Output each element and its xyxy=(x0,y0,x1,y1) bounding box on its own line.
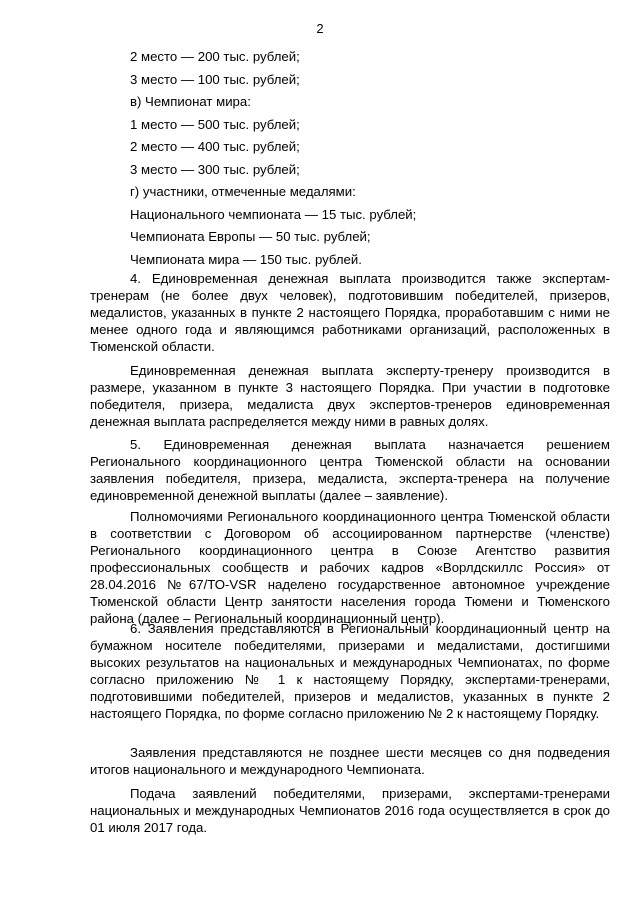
list-item: 3 место — 100 тыс. рублей; xyxy=(130,71,300,87)
list-item: 2 место — 200 тыс. рублей; xyxy=(130,49,300,64)
paragraph-5: 5. Единовременная денежная выплата назначается решением Регионального координационного центра Тюменской области на основании заявления победителя, призера, медалиста, эксперта-тренера на получение единовременной денежной выплаты (далее – заявление). xyxy=(90,437,610,503)
list-item: 1 место — 500 тыс. рублей; xyxy=(130,116,300,132)
list-item: 2 место — 400 тыс. рублей; xyxy=(130,139,300,154)
paragraph-4: 4. Единовременная денежная выплата производится также экспертам-тренерам (не более двух человек), подготовившим победителей, призеров, медалистов, указанных в пункте 2 настоящего Порядка, проработавшим с ними не менее одного года и являющимся работниками организаций, расположенных в Тюменской области. xyxy=(90,271,610,354)
list-item: Чемпионата мира — 150 тыс. рублей. xyxy=(130,251,362,267)
page-number: 2 xyxy=(316,21,324,36)
paragraph-6: 6. Заявления представляются в Региональный координационный центр на бумажном носителе победителями, призерами и медалистами, достигшими высоких результатов на национальных и международных Чемпионатах, по форме согласно приложению № 1 к настоящему Порядку, экспертами-тренерами, подготовившими победителей, призеров и медалистов, указанных в пункте 2 настоящего Порядка, по форме согласно приложению № 2 к настоящему Порядку. xyxy=(90,621,610,721)
paragraph-6-deadline: Заявления представляются не позднее шести месяцев со дня подведения итогов национального и международного Чемпионата. xyxy=(90,745,610,777)
paragraph-5-continued: Полномочиями Регионального координационного центра Тюменской области в соответствии с Договором об ассоциированном партнерстве (членстве) Регионального координационного центра в Союзе Агентство развития профессиональных сообществ и рабочих кадров «Ворлдскиллс Россия» от 28.04.2016 №67/ТО-VSR наделено государственное автономное учреждение Тюменской области Центр занятости населения города Тюмени и Тюменского района (далее – Региональный координационный центр). xyxy=(90,509,610,626)
list-item: Национального чемпионата — 15 тыс. рублей; xyxy=(130,206,417,222)
paragraph-6-submission: Подача заявлений победителями, призерами, экспертами-тренерами национальных и международных Чемпионатов 2016 года осуществляется в срок до 01 июля 2017 года. xyxy=(90,786,610,835)
list-item: Чемпионата Европы — 50 тыс. рублей; xyxy=(130,229,371,244)
paragraph-4-continued: Единовременная денежная выплата эксперту-тренеру производится в размере, указанном в пункте 3 настоящего Порядка. При участии в подготовке победителя, призера, медалиста двух экспертов-тренеров единовременная денежная выплата распределяется между ними в равных долях. xyxy=(90,363,610,429)
list-item: 3 место — 300 тыс. рублей; xyxy=(130,161,300,177)
list-item: в) Чемпионат мира: xyxy=(130,94,251,109)
list-item: г) участники, отмеченные медалями: xyxy=(130,184,356,199)
award-list xyxy=(130,48,416,273)
